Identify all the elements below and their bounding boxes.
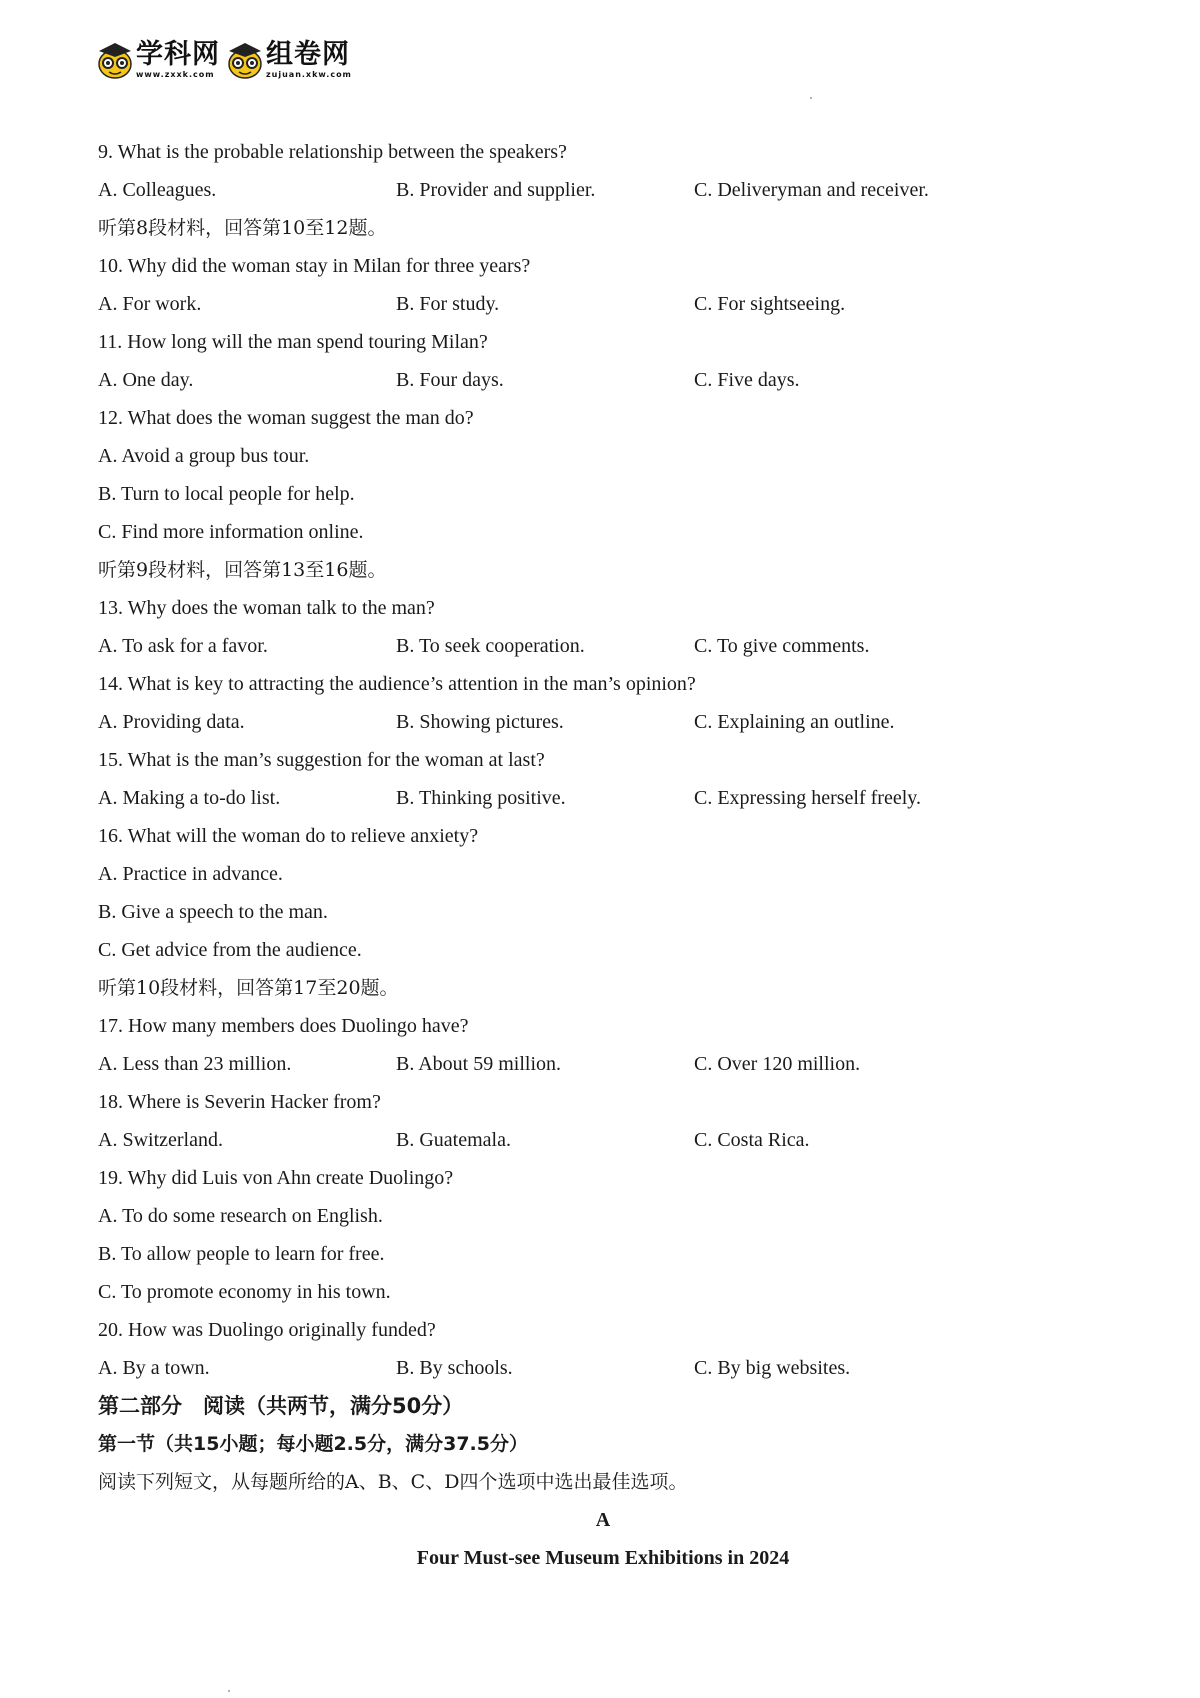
- option-c: C. Five days.: [694, 369, 800, 391]
- question-line: B. To allow people to learn for free.: [98, 1243, 385, 1265]
- option-c: C. Explaining an outline.: [694, 711, 895, 733]
- passage-heading: A: [595, 1509, 611, 1531]
- option-row: [98, 285, 1108, 323]
- option-a: A. Switzerland.: [98, 1129, 223, 1151]
- question-line: 14. What is key to attracting the audience’s attention in the man’s opinion?: [98, 673, 696, 695]
- document-body: [98, 133, 1108, 1577]
- option-b: B. By schools.: [396, 1357, 513, 1379]
- option-b: B. Provider and supplier.: [396, 179, 596, 201]
- logo-url: zujuan.xkw.com: [266, 69, 352, 79]
- page-header: [96, 34, 358, 84]
- option-b: B. Guatemala.: [396, 1129, 511, 1151]
- question-line: C. Get advice from the audience.: [98, 939, 362, 961]
- option-c: C. By big websites.: [694, 1357, 851, 1379]
- option-row: [98, 1349, 1108, 1387]
- instruction-line: 听第8段材料，回答第10至12题。: [98, 217, 387, 239]
- option-a: A. For work.: [98, 293, 202, 315]
- option-c: C. Expressing herself freely.: [694, 787, 921, 809]
- question-line: A. To do some research on English.: [98, 1205, 383, 1227]
- zxxk-logo: [96, 39, 220, 79]
- instruction-line: 听第10段材料，回答第17至20题。: [98, 977, 399, 999]
- question-line: A. Avoid a group bus tour.: [98, 445, 310, 467]
- question-line: 17. How many members does Duolingo have?: [98, 1015, 469, 1037]
- option-row: [98, 779, 1108, 817]
- subsection-heading: 第一节（共15小题；每小题2.5分，满分37.5分）: [98, 1433, 528, 1455]
- question-line: 18. Where is Severin Hacker from?: [98, 1091, 381, 1113]
- option-a: A. Providing data.: [98, 711, 245, 733]
- mascot-icon: [96, 39, 134, 79]
- question-line: 10. Why did the woman stay in Milan for three years?: [98, 255, 531, 277]
- option-a: A. Making a to-do list.: [98, 787, 281, 809]
- option-c: C. To give comments.: [694, 635, 870, 657]
- question-line: C. Find more information online.: [98, 521, 364, 543]
- speck: [228, 1690, 230, 1692]
- question-line: C. To promote economy in his town.: [98, 1281, 391, 1303]
- option-a: A. By a town.: [98, 1357, 210, 1379]
- option-row: [98, 1045, 1108, 1083]
- option-b: B. Thinking positive.: [396, 787, 566, 809]
- option-b: B. Showing pictures.: [396, 711, 564, 733]
- option-a: A. One day.: [98, 369, 194, 391]
- option-row: [98, 703, 1108, 741]
- logo-title: 学科网: [136, 38, 220, 70]
- question-line: 16. What will the woman do to relieve anxiety?: [98, 825, 479, 847]
- instruction-line: 听第9段材料，回答第13至16题。: [98, 559, 387, 581]
- question-line: B. Turn to local people for help.: [98, 483, 355, 505]
- question-line: 13. Why does the woman talk to the man?: [98, 597, 435, 619]
- section-heading: 第二部分 阅读（共两节，满分50分）: [98, 1394, 464, 1418]
- question-line: 12. What does the woman suggest the man do?: [98, 407, 474, 429]
- option-row: [98, 361, 1108, 399]
- passage-heading: Four Must-see Museum Exhibitions in 2024: [416, 1547, 790, 1569]
- logo-title: 组卷网: [266, 38, 350, 70]
- mascot-icon: [226, 39, 264, 79]
- question-line: 11. How long will the man spend touring Milan?: [98, 331, 488, 353]
- option-c: C. Deliveryman and receiver.: [694, 179, 929, 201]
- option-b: B. To seek cooperation.: [396, 635, 585, 657]
- speck: [810, 97, 812, 99]
- option-c: C. Over 120 million.: [694, 1053, 861, 1075]
- question-line: 20. How was Duolingo originally funded?: [98, 1319, 436, 1341]
- question-line: B. Give a speech to the man.: [98, 901, 328, 923]
- option-a: A. To ask for a favor.: [98, 635, 268, 657]
- option-row: [98, 627, 1108, 665]
- logo-url: www.zxxk.com: [136, 69, 215, 79]
- option-a: A. Colleagues.: [98, 179, 217, 201]
- question-line: 19. Why did Luis von Ahn create Duolingo?: [98, 1167, 454, 1189]
- option-c: C. Costa Rica.: [694, 1129, 810, 1151]
- option-c: C. For sightseeing.: [694, 293, 846, 315]
- instruction-line: 阅读下列短文，从每题所给的A、B、C、D四个选项中选出最佳选项。: [98, 1471, 688, 1493]
- option-a: A. Less than 23 million.: [98, 1053, 292, 1075]
- question-line: 9. What is the probable relationship between the speakers?: [98, 141, 567, 163]
- question-line: A. Practice in advance.: [98, 863, 283, 885]
- option-b: B. Four days.: [396, 369, 504, 391]
- zujuan-logo: [226, 39, 352, 79]
- option-b: B. About 59 million.: [396, 1053, 562, 1075]
- option-b: B. For study.: [396, 293, 500, 315]
- option-row: [98, 1121, 1108, 1159]
- option-row: [98, 171, 1108, 209]
- question-line: 15. What is the man’s suggestion for the woman at last?: [98, 749, 545, 771]
